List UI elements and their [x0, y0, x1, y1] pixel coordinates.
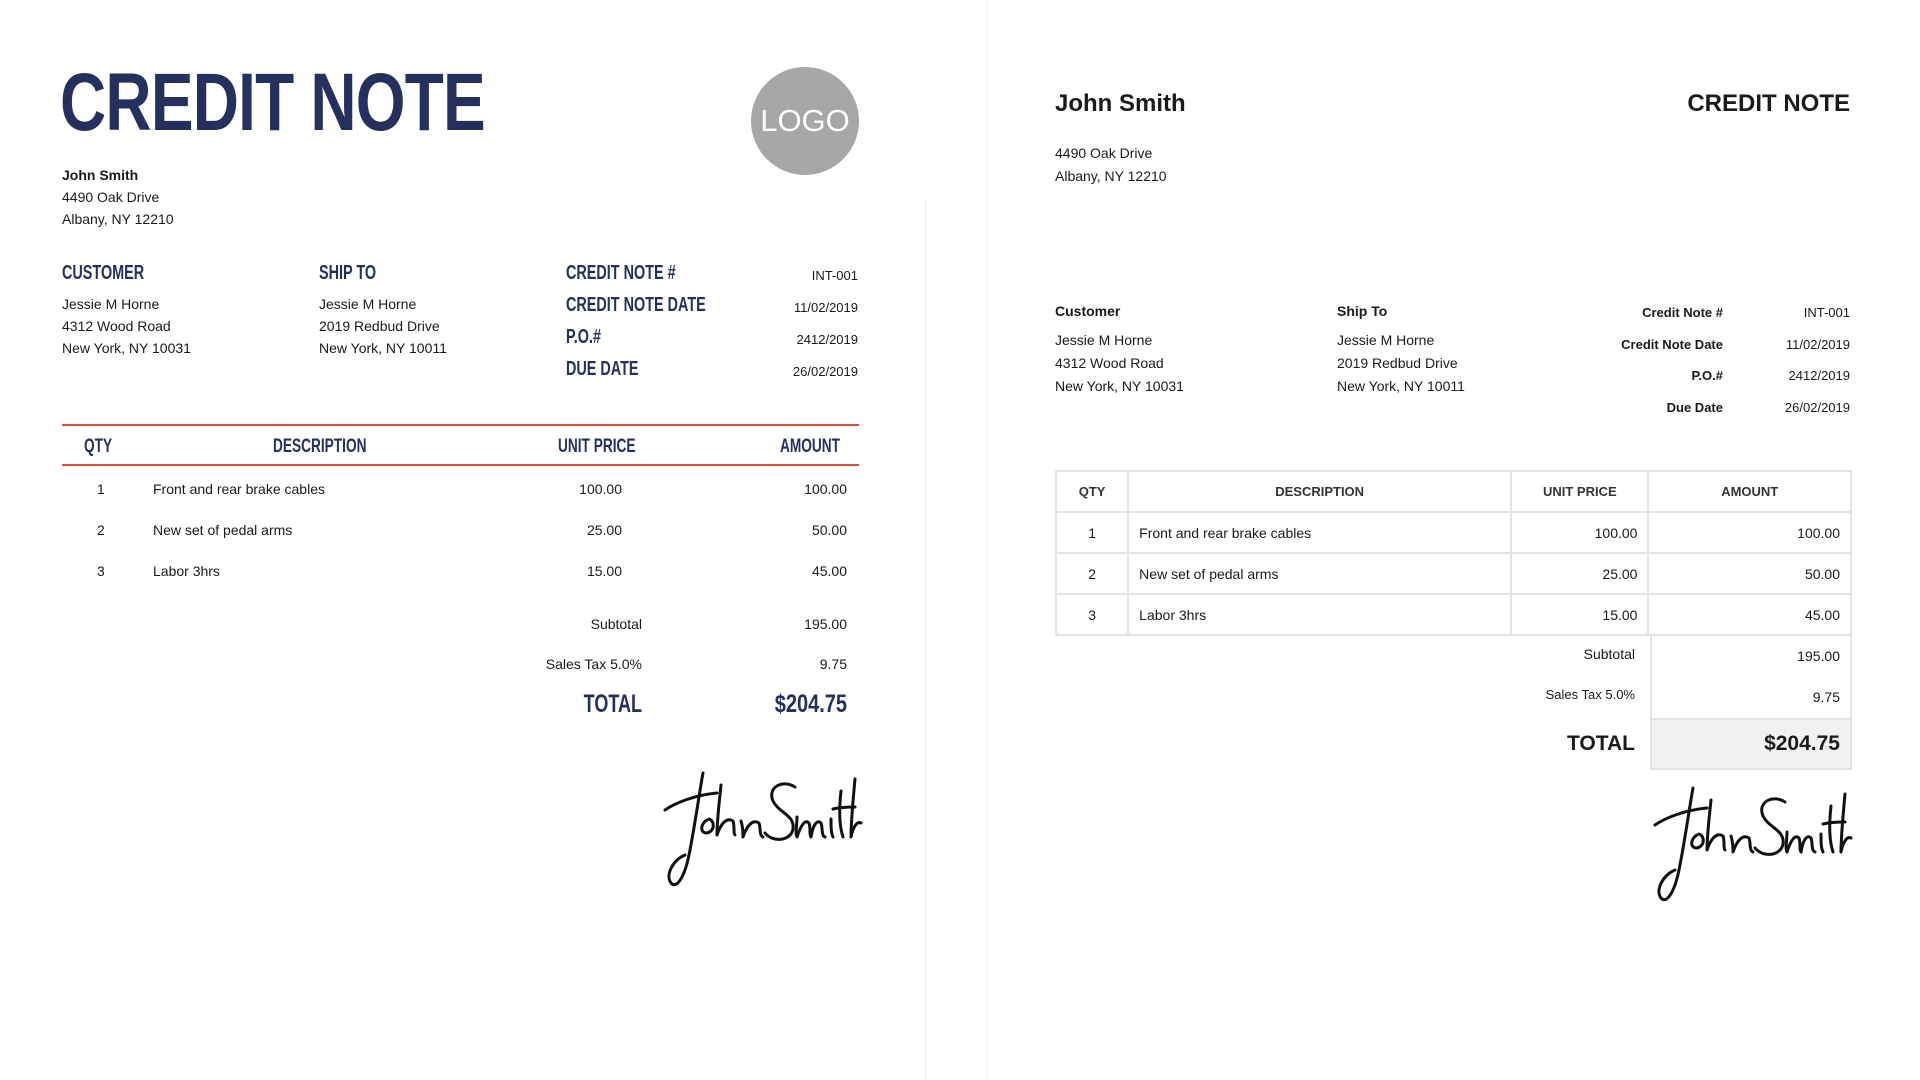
- customer-address: [1055, 329, 1184, 398]
- subtotal-label: Subtotal: [1583, 646, 1635, 662]
- customer-street: 4312 Wood Road: [1055, 355, 1164, 371]
- sender-address: [62, 164, 174, 230]
- row-unit-price: 15.00: [1511, 594, 1648, 635]
- row-description: Labor 3hrs: [1128, 594, 1511, 635]
- customer-street: 4312 Wood Road: [62, 318, 171, 334]
- row-unit-price: 15.00: [586, 563, 622, 579]
- sender-street: 4490 Oak Drive: [62, 189, 160, 205]
- ship-to-street: 2019 Redbud Drive: [1337, 355, 1458, 371]
- row-qty: 3: [97, 563, 105, 579]
- qty-header: QTY: [84, 436, 113, 457]
- row-description: Labor 3hrs: [153, 563, 220, 579]
- ship-to-city: New York, NY 10011: [1337, 378, 1465, 394]
- row-description: Front and rear brake cables: [153, 481, 325, 497]
- qty-header: QTY: [1056, 471, 1128, 512]
- table-row: [1056, 512, 1851, 553]
- total-label: TOTAL: [583, 690, 642, 718]
- amount-header: AMOUNT: [780, 436, 841, 457]
- table-row: [62, 522, 859, 562]
- tax-label: Sales Tax 5.0%: [545, 656, 642, 672]
- row-unit-price: 100.00: [579, 481, 622, 497]
- ship-to-address: [1337, 329, 1465, 398]
- customer-name: Jessie M Horne: [62, 296, 160, 312]
- row-qty: 2: [97, 522, 105, 538]
- row-amount: 100.00: [804, 481, 847, 497]
- po-number-label: P.O.#: [566, 326, 601, 348]
- row-unit-price: 25.00: [586, 522, 622, 538]
- credit-note-date-value: 11/02/2019: [793, 300, 858, 315]
- row-unit-price: 25.00: [1511, 553, 1648, 594]
- tax-value: 9.75: [1650, 677, 1852, 718]
- row-amount: 45.00: [1648, 594, 1851, 635]
- ship-to-city: New York, NY 10011: [319, 340, 447, 356]
- table-header-row: [1056, 471, 1851, 512]
- unit-price-header: UNIT PRICE: [558, 436, 636, 457]
- row-qty: 3: [1056, 594, 1128, 635]
- row-amount: 100.00: [1648, 512, 1851, 553]
- customer-name: Jessie M Horne: [1055, 332, 1153, 348]
- subtotal-value: 195.00: [804, 616, 847, 632]
- subtotal-value: 195.00: [1650, 636, 1852, 677]
- due-date-value: 26/02/2019: [792, 364, 858, 379]
- credit-note-date-label: CREDIT NOTE DATE: [566, 294, 706, 316]
- table-row: [1056, 594, 1851, 635]
- po-number-value: 2412/2019: [1788, 368, 1850, 383]
- row-qty: 2: [1056, 553, 1128, 594]
- table-row: [62, 563, 859, 603]
- due-date-label: DUE DATE: [566, 358, 639, 380]
- credit-note-date-label: Credit Note Date: [1621, 337, 1723, 352]
- row-description: New set of pedal arms: [1128, 553, 1511, 594]
- customer-city: New York, NY 10031: [62, 340, 191, 356]
- items-table-header: [62, 424, 859, 466]
- logo-text: LOGO: [760, 103, 850, 138]
- logo-placeholder: [751, 67, 859, 175]
- subtotal-label: Subtotal: [590, 616, 642, 632]
- ship-to-heading: Ship To: [1337, 303, 1388, 319]
- row-description: New set of pedal arms: [153, 522, 293, 538]
- ship-to-street: 2019 Redbud Drive: [319, 318, 440, 334]
- table-row: [62, 481, 859, 521]
- due-date-value: 26/02/2019: [1784, 400, 1850, 415]
- ship-to-name: Jessie M Horne: [319, 296, 417, 312]
- row-qty: 1: [97, 481, 105, 497]
- row-amount: 50.00: [811, 522, 847, 538]
- row-description: Front and rear brake cables: [1128, 512, 1511, 553]
- items-table: [1055, 470, 1852, 636]
- customer-heading: Customer: [1055, 303, 1121, 319]
- table-row: [1056, 553, 1851, 594]
- page-divider: [925, 200, 926, 1080]
- ship-to-name: Jessie M Horne: [1337, 332, 1435, 348]
- credit-note-number-label: CREDIT NOTE #: [566, 262, 676, 284]
- due-date-label: Due Date: [1666, 400, 1723, 415]
- total-label: TOTAL: [1566, 732, 1635, 755]
- credit-note-title: CREDIT NOTE: [60, 57, 485, 148]
- customer-heading: CUSTOMER: [62, 262, 145, 284]
- signature-image: [655, 765, 865, 895]
- tax-label: Sales Tax 5.0%: [1545, 687, 1635, 702]
- credit-note-number-label: Credit Note #: [1642, 305, 1723, 320]
- customer-address: [62, 293, 191, 359]
- amount-header: AMOUNT: [1648, 471, 1851, 512]
- row-amount: 50.00: [1648, 553, 1851, 594]
- unit-price-header: UNIT PRICE: [1511, 471, 1648, 512]
- sender-city: Albany, NY 12210: [62, 211, 174, 227]
- sender-name: John Smith: [62, 167, 139, 183]
- row-amount: 45.00: [811, 563, 847, 579]
- sender-city: Albany, NY 12210: [1055, 168, 1167, 184]
- ship-to-heading: SHIP TO: [319, 262, 377, 284]
- credit-note-date-value: 11/02/2019: [1785, 337, 1850, 352]
- total-value: $204.75: [1650, 718, 1852, 770]
- ship-to-address: [319, 293, 447, 359]
- row-qty: 1: [1056, 512, 1128, 553]
- customer-city: New York, NY 10031: [1055, 378, 1184, 394]
- total-value: $204.75: [774, 690, 847, 718]
- po-number-label: P.O.#: [1691, 368, 1723, 383]
- description-header: DESCRIPTION: [1128, 471, 1511, 512]
- credit-note-title: CREDIT NOTE: [1687, 90, 1850, 117]
- tax-value: 9.75: [819, 656, 847, 672]
- po-number-value: 2412/2019: [796, 332, 858, 347]
- description-header: DESCRIPTION: [273, 436, 367, 457]
- sender-address: [1055, 142, 1167, 188]
- credit-note-number-value: INT-001: [811, 268, 858, 283]
- signature-image: [1645, 780, 1855, 910]
- credit-note-number-value: INT-001: [1803, 305, 1850, 320]
- row-unit-price: 100.00: [1511, 512, 1648, 553]
- sender-street: 4490 Oak Drive: [1055, 145, 1153, 161]
- sender-name: John Smith: [1055, 90, 1186, 117]
